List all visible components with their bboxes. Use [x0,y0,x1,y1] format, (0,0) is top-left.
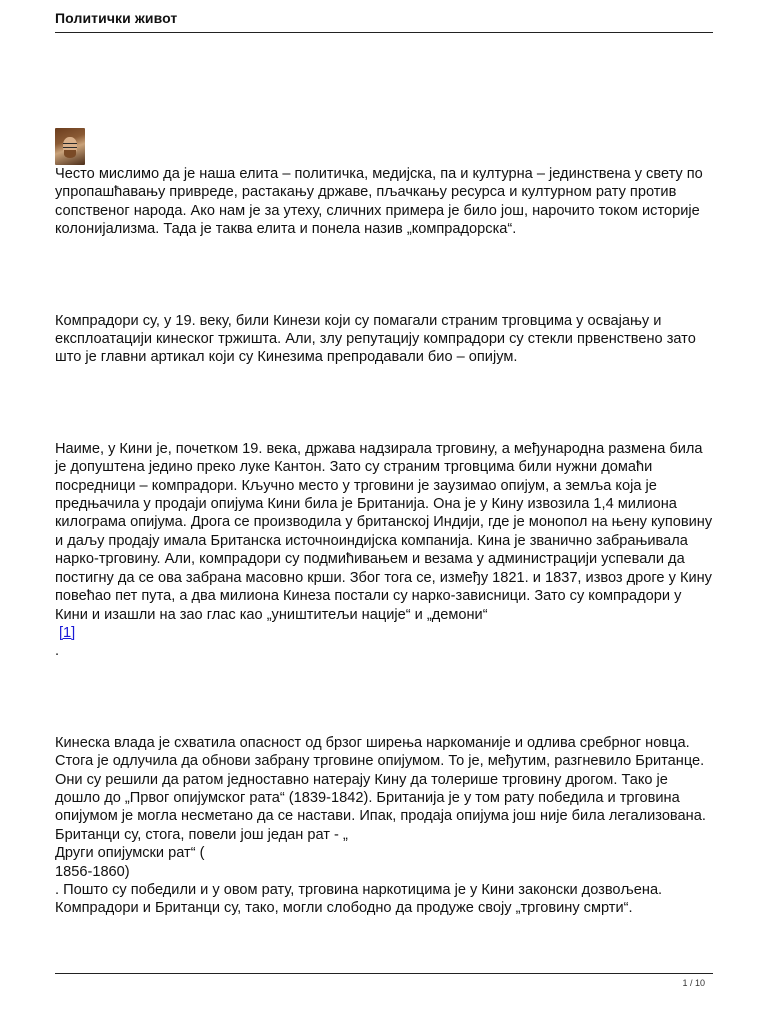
paragraph-3-text: Наиме, у Кини је, почетком 19. века, држава надзирала трговину, а међународна размена била је допуштена једино преко луке Кантон. Зато су страним трговцима били нужни домаћи посредници – компрадори. Кључно место у трговини је заузимао опијум, а земља која је предњачила у продаји опијума Кини била је Британија. Она је у Кину извозила 1,4 милиона килограма опијума. Дрога се производила у британској Индији, где је монопол на њену куповину и даљу продају имала Британска источноиндијска компанија. Кина је званично забрањивала нарко-трговину. Али, компрадори су подмићивањем и везама у администрацији успевали да постигну да се ова забрана масовно крши. Због тога се, између 1821. и 1837, извоз дроге у Кину повећао пет пута, а два милиона Кинеза постали су нарко-зависници. Зато су компрадори у Кини и изашли на зао глас као „уништитељи нације“ и „демони“ [55,440,713,623]
paragraph-4-line-2: Други опијумски рат“ ( [55,845,205,862]
article-body [55,165,715,918]
author-glasses [63,143,77,148]
footnote-period: . [55,643,60,660]
author-photo [55,128,85,165]
page-number: 1 / 10 [682,978,705,988]
paragraph-4-line-4: . Пошто су победили и у овом рату, трговина наркотицима је у Кини законски дозвољена. Компрадори и Британци су, тако, могли слободно да продуже своју „трговину смрти“. [55,881,663,917]
page-header [55,10,713,33]
header-title: Политички живот [55,10,178,26]
paragraph-4 [55,734,715,918]
author-beard [64,150,76,158]
paragraph-4-line-3: 1856-1860) [55,863,130,880]
paragraph-3 [55,440,715,661]
paragraph-4-text: Кинеска влада је схватила опасност од брзог ширења наркоманије и одлива сребрног новца. Стога је одлучила да обнови забрану трговине опијумом. То је, међутим, разгневило Британце. Они су решили да ратом једноставно натерају Кину да толерише трговину дрогом. Тако је дошло до „Првог опијумског рата“ (1839-1842). Британија је у том рату победила и трговина опијумом је могла несметано да се настави. Ипак, продаја опијума још није била легализована. Британци су, стога, повели још један рат - „ [55,734,706,843]
paragraph-2: Компрадори су, у 19. веку, били Кинези који су помагали страним трговцима у освајању и експлоатацији кинеског тржишта. Али, злу репутацију компрадори су стекли првенствено зато што је главни артикал који су Кинезима препродавали био – опијум. [55,312,696,366]
footnote-link[interactable]: [1] [59,624,76,641]
page-footer [55,973,713,988]
paragraph-1: Често мислимо да је наша елита – политичка, медијска, па и културна – јединствена у свету по упропашћавању привреде, растакању државе, пљачкању ресурса и културном рату против сопственог народа. Ако нам је за утеху, сличних примера је било још, нарочито током историје колонијализма. Тада је таква елита и понела назив „компрадорска“. [55,166,703,238]
